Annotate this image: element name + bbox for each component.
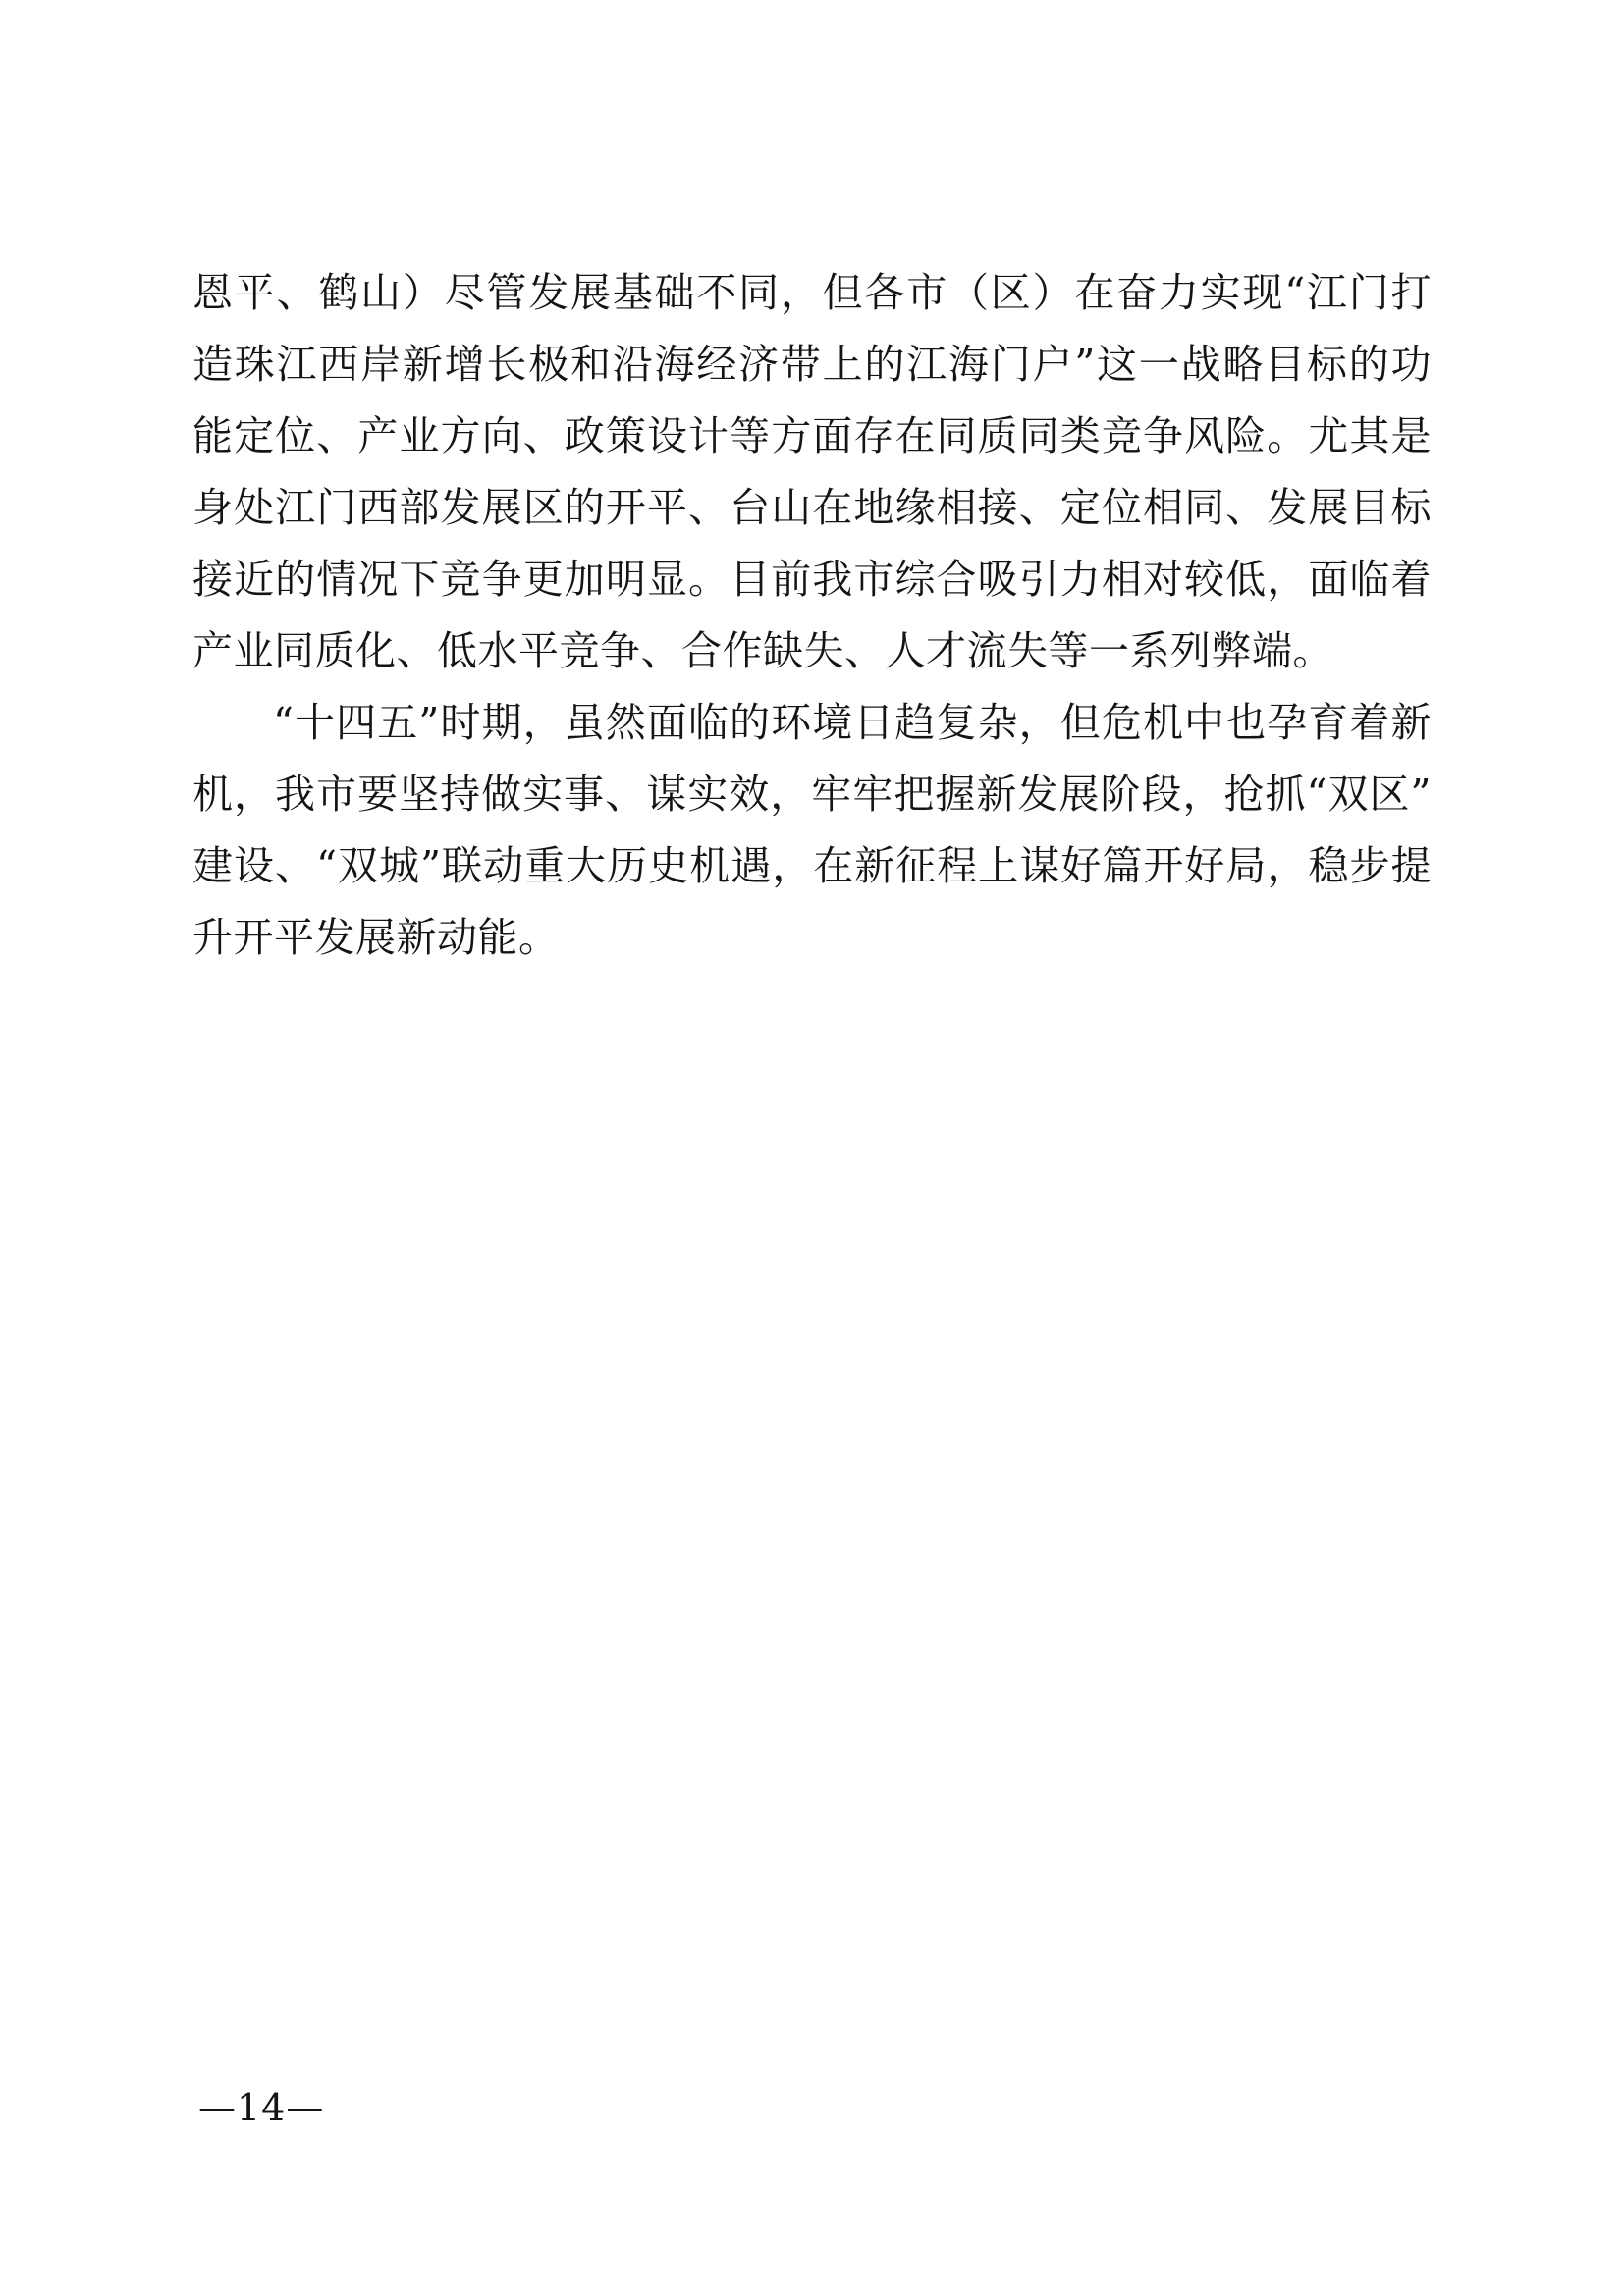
- body-paragraph-2: “十四五”时期，虽然面临的环境日趋复杂，但危机中也孕育着新机，我市要坚持做实事、谋实效，牢牢把握新发展阶段，抢抓“双区”建设、“双城”联动重大历史机遇，在新征程上谋好篇开好局，稳步提升开平发展新动能。: [192, 699, 1432, 961]
- page-footer: [192, 2086, 1432, 2129]
- document-body: [192, 257, 1432, 974]
- page-number: —14—: [198, 2086, 325, 2129]
- body-paragraph-1: 恩平、鹤山）尽管发展基础不同，但各市（区）在奋力实现“江门打造珠江西岸新增长极和沿海经济带上的江海门户”这一战略目标的功能定位、产业方向、政策设计等方面存在同质同类竞争风险。尤其是身处江门西部发展区的开平、台山在地缘相接、定位相同、发展目标接近的情况下竞争更加明显。目前我市综合吸引力相对较低，面临着产业同质化、低水平竞争、合作缺失、人才流失等一系列弊端。: [192, 269, 1432, 674]
